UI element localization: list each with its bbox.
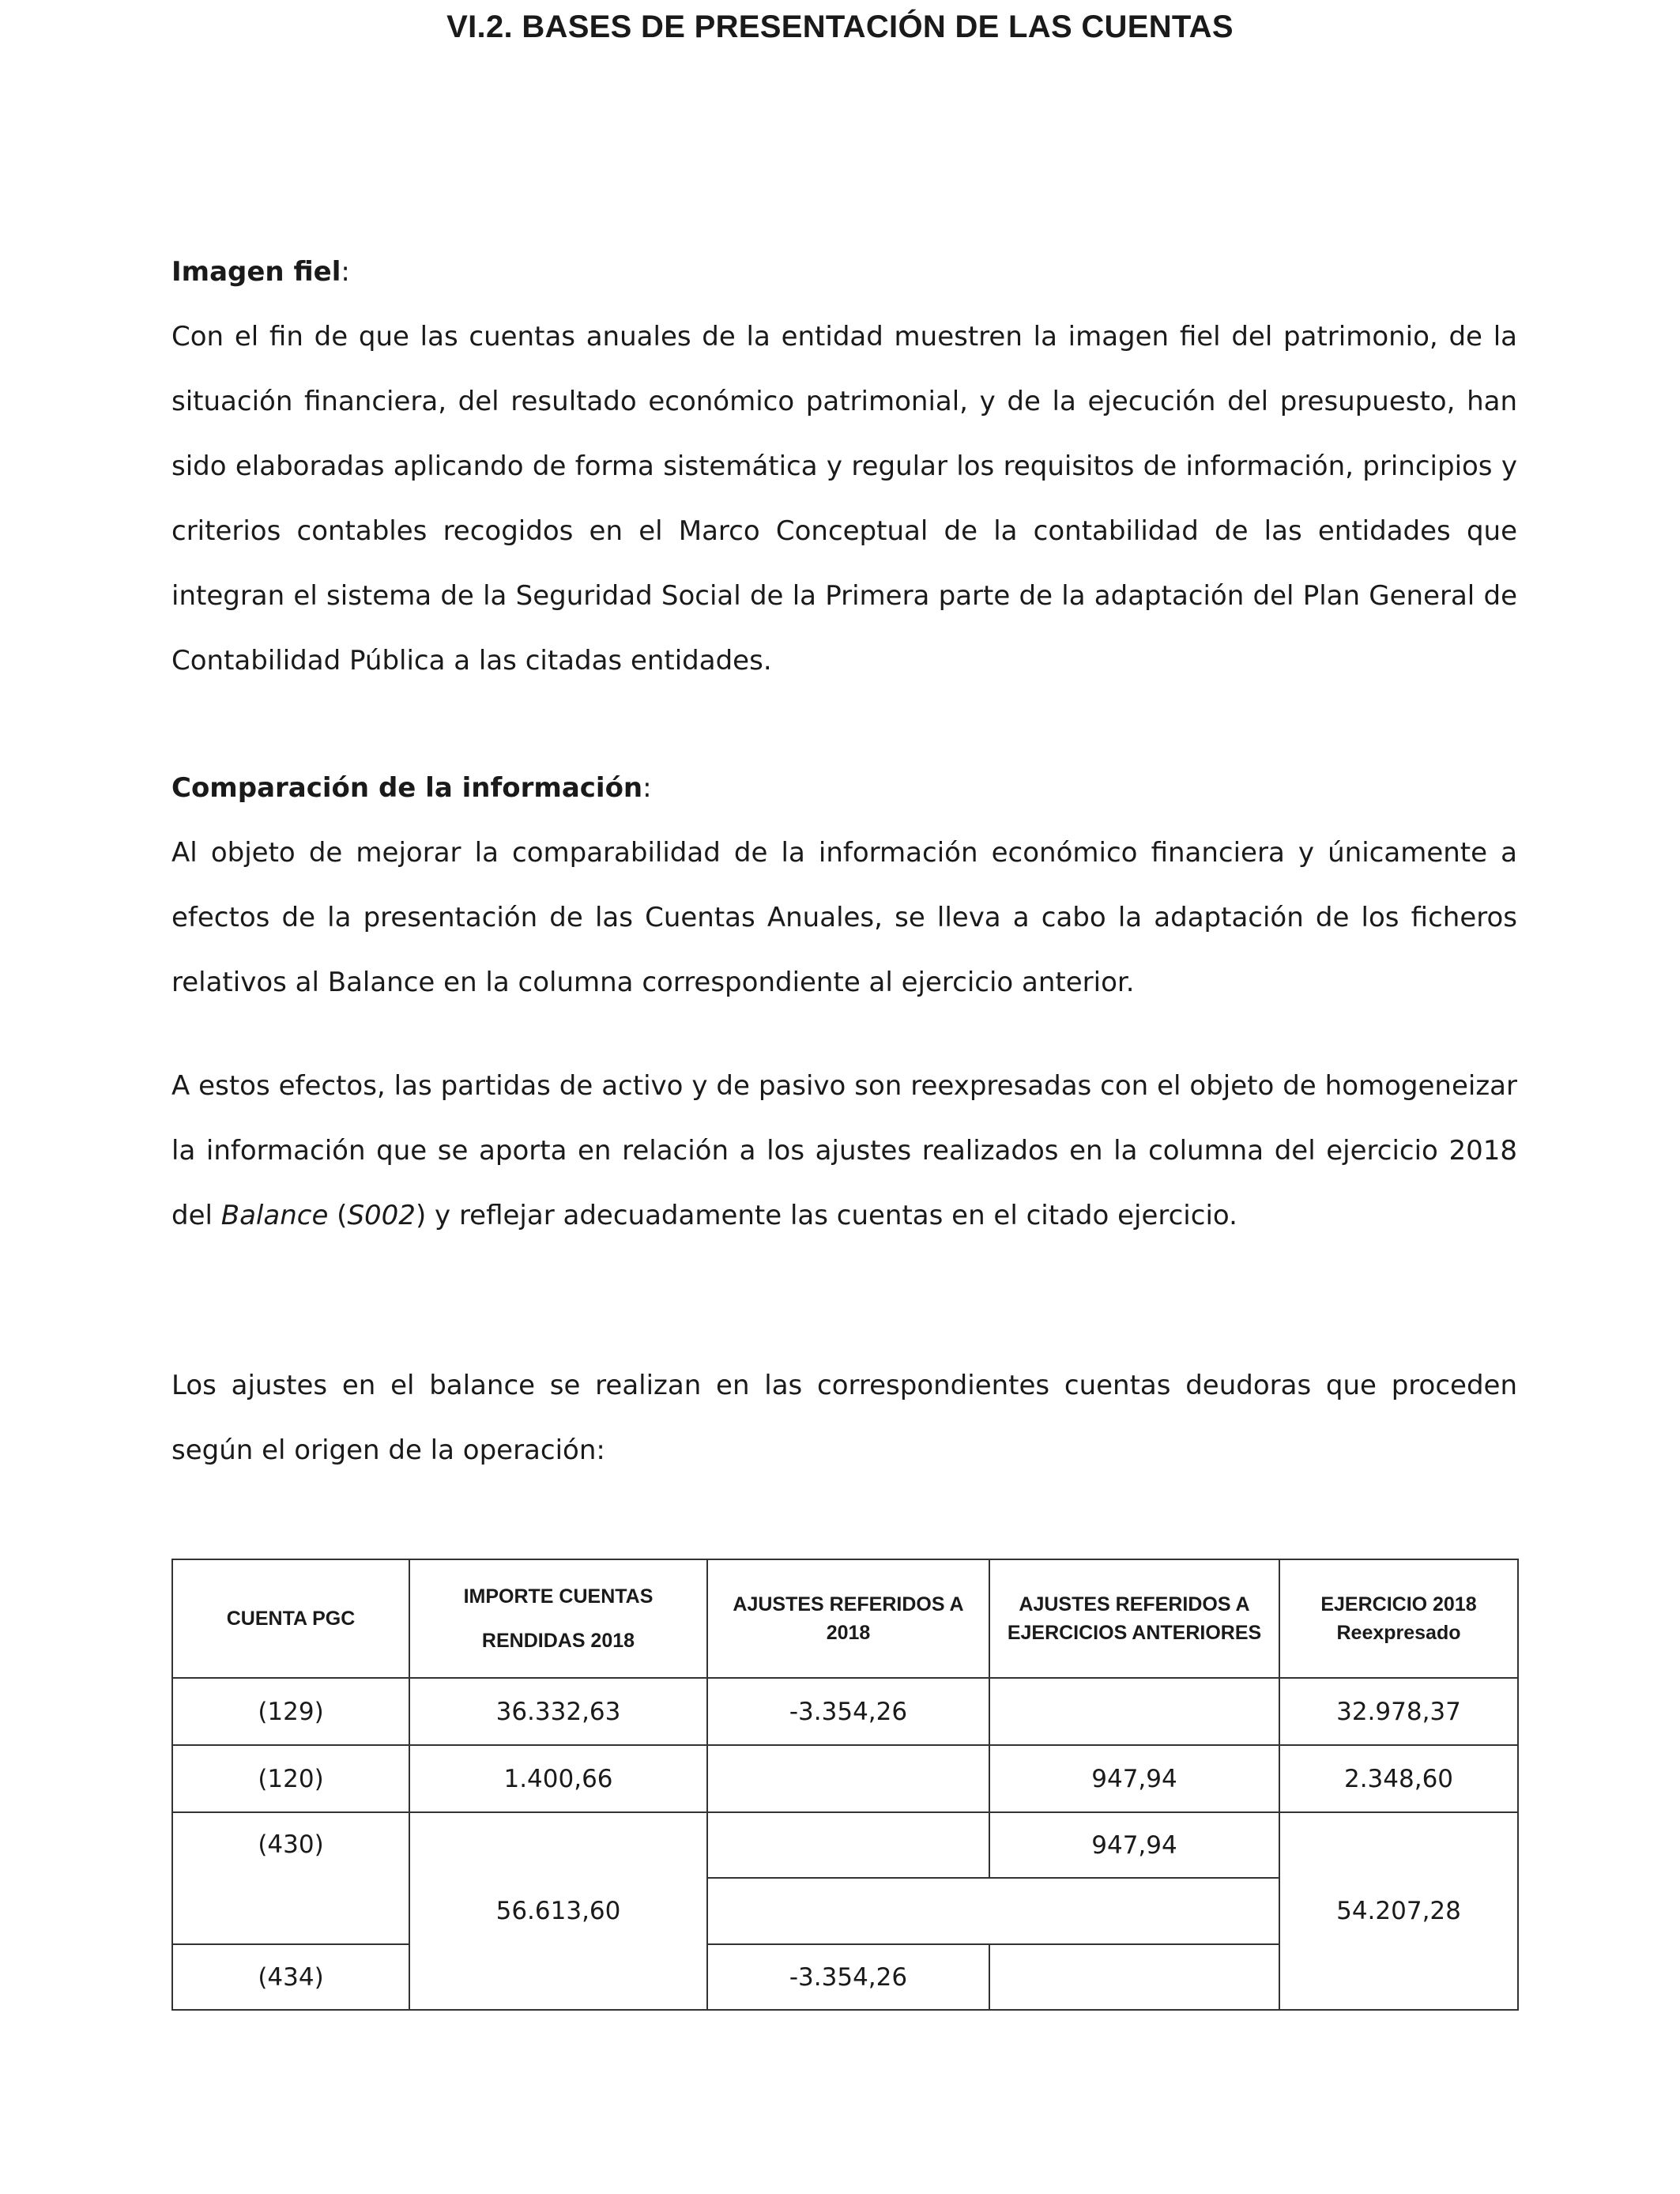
header-ejercicio-reexpresado (1279, 1559, 1518, 1678)
header-ajustes-anteriores (989, 1559, 1279, 1678)
cell-cuenta: (129) (172, 1678, 409, 1745)
cell-importe: 36.332,63 (409, 1678, 707, 1745)
cell-empty-merged (707, 1878, 1279, 1944)
code-text: S002 (347, 1200, 416, 1231)
cell-ajuste-anteriores (989, 1944, 1279, 2010)
cell-ajuste-anteriores: 947,94 (989, 1745, 1279, 1812)
header-line: Reexpresado (1336, 1622, 1461, 1644)
cell-ajuste-anteriores (989, 1678, 1279, 1745)
cell-cuenta: (120) (172, 1745, 409, 1812)
table-row (172, 1812, 1518, 1878)
adjustments-table (171, 1559, 1519, 2011)
section-comparacion-3 (171, 1353, 1517, 1483)
heading-text: Comparación de la información (171, 772, 643, 804)
section-heading (171, 756, 1517, 820)
cell-ajuste-2018 (707, 1812, 989, 1878)
paragraph: Los ajustes en el balance se realizan en las correspondientes cuentas deudoras que proceden según el origen de la operación: (171, 1370, 1517, 1466)
cell-ajuste-anteriores: 947,94 (989, 1812, 1279, 1878)
cell-ajuste-2018 (707, 1745, 989, 1812)
header-ajustes-2018 (707, 1559, 989, 1678)
paragraph (171, 1054, 1517, 1248)
table-header-row (172, 1559, 1518, 1678)
header-line: EJERCICIOS ANTERIORES (1007, 1622, 1262, 1644)
header-line: AJUSTES REFERIDOS A (733, 1593, 964, 1615)
heading-text: Imagen fiel (171, 256, 341, 288)
header-cuenta-pgc: CUENTA PGC (172, 1559, 409, 1678)
paragraph-text: A estos efectos, las partidas de activo y de pasivo son reexpresadas con el objeto de homogeneizar la información que se aporta en relación a los ajustes realizados en la columna del ejercicio 2018 del (171, 1070, 1517, 1231)
header-line: IMPORTE CUENTAS (463, 1585, 654, 1608)
cell-ejercicio: 2.348,60 (1279, 1745, 1518, 1812)
heading-suffix: : (341, 256, 350, 288)
cell-ejercicio-group: 54.207,28 (1279, 1812, 1518, 2010)
cell-ejercicio: 32.978,37 (1279, 1678, 1518, 1745)
section-imagen-fiel (171, 239, 1517, 693)
header-line: AJUSTES REFERIDOS A (1019, 1593, 1250, 1615)
header-line: 2018 (826, 1622, 871, 1644)
section-heading (171, 239, 1517, 304)
cell-cuenta: (434) (172, 1944, 409, 2010)
paragraph: Con el fin de que las cuentas anuales de la entidad muestren la imagen fiel del patrimonio, de la situación financiera, del resultado económico patrimonial, y de la ejecución del presupuesto, han sido elaboradas aplicando de forma sistemática y regular los requisitos de información, principios y criterios contables recogidos en el Marco Conceptual de la contabilidad de las entidades que integran el sistema de la Seguridad Social de la Primera parte de la adaptación del Plan General de Contabilidad Pública a las citadas entidades. (171, 321, 1517, 677)
heading-suffix: : (642, 772, 652, 804)
header-line: RENDIDAS 2018 (481, 1630, 635, 1652)
section-comparacion (171, 756, 1517, 1015)
paragraph-text: ) y reflejar adecuadamente las cuentas en el citado ejercicio. (415, 1200, 1237, 1231)
cell-cuenta: (430) (172, 1812, 409, 1944)
table-row (172, 1745, 1518, 1812)
cell-ajuste-2018: -3.354,26 (707, 1678, 989, 1745)
cell-ajuste-2018: -3.354,26 (707, 1944, 989, 2010)
table-row (172, 1678, 1518, 1745)
header-importe (409, 1559, 707, 1678)
page-title: VI.2. BASES DE PRESENTACIÓN DE LAS CUENTAS (446, 9, 1234, 44)
balance-text: Balance (220, 1200, 329, 1231)
header-line: EJERCICIO 2018 (1320, 1593, 1477, 1615)
paragraph-text: ( (328, 1200, 348, 1231)
paragraph: Al objeto de mejorar la comparabilidad de la información económico financiera y únicamente a efectos de la presentación de las Cuentas Anuales, se lleva a cabo la adaptación de los ficheros relativos al Balance en la columna correspondiente al ejercicio anterior. (171, 837, 1517, 998)
cell-importe: 1.400,66 (409, 1745, 707, 1812)
cell-importe-group: 56.613,60 (409, 1812, 707, 2010)
section-comparacion-2 (171, 1054, 1517, 1248)
